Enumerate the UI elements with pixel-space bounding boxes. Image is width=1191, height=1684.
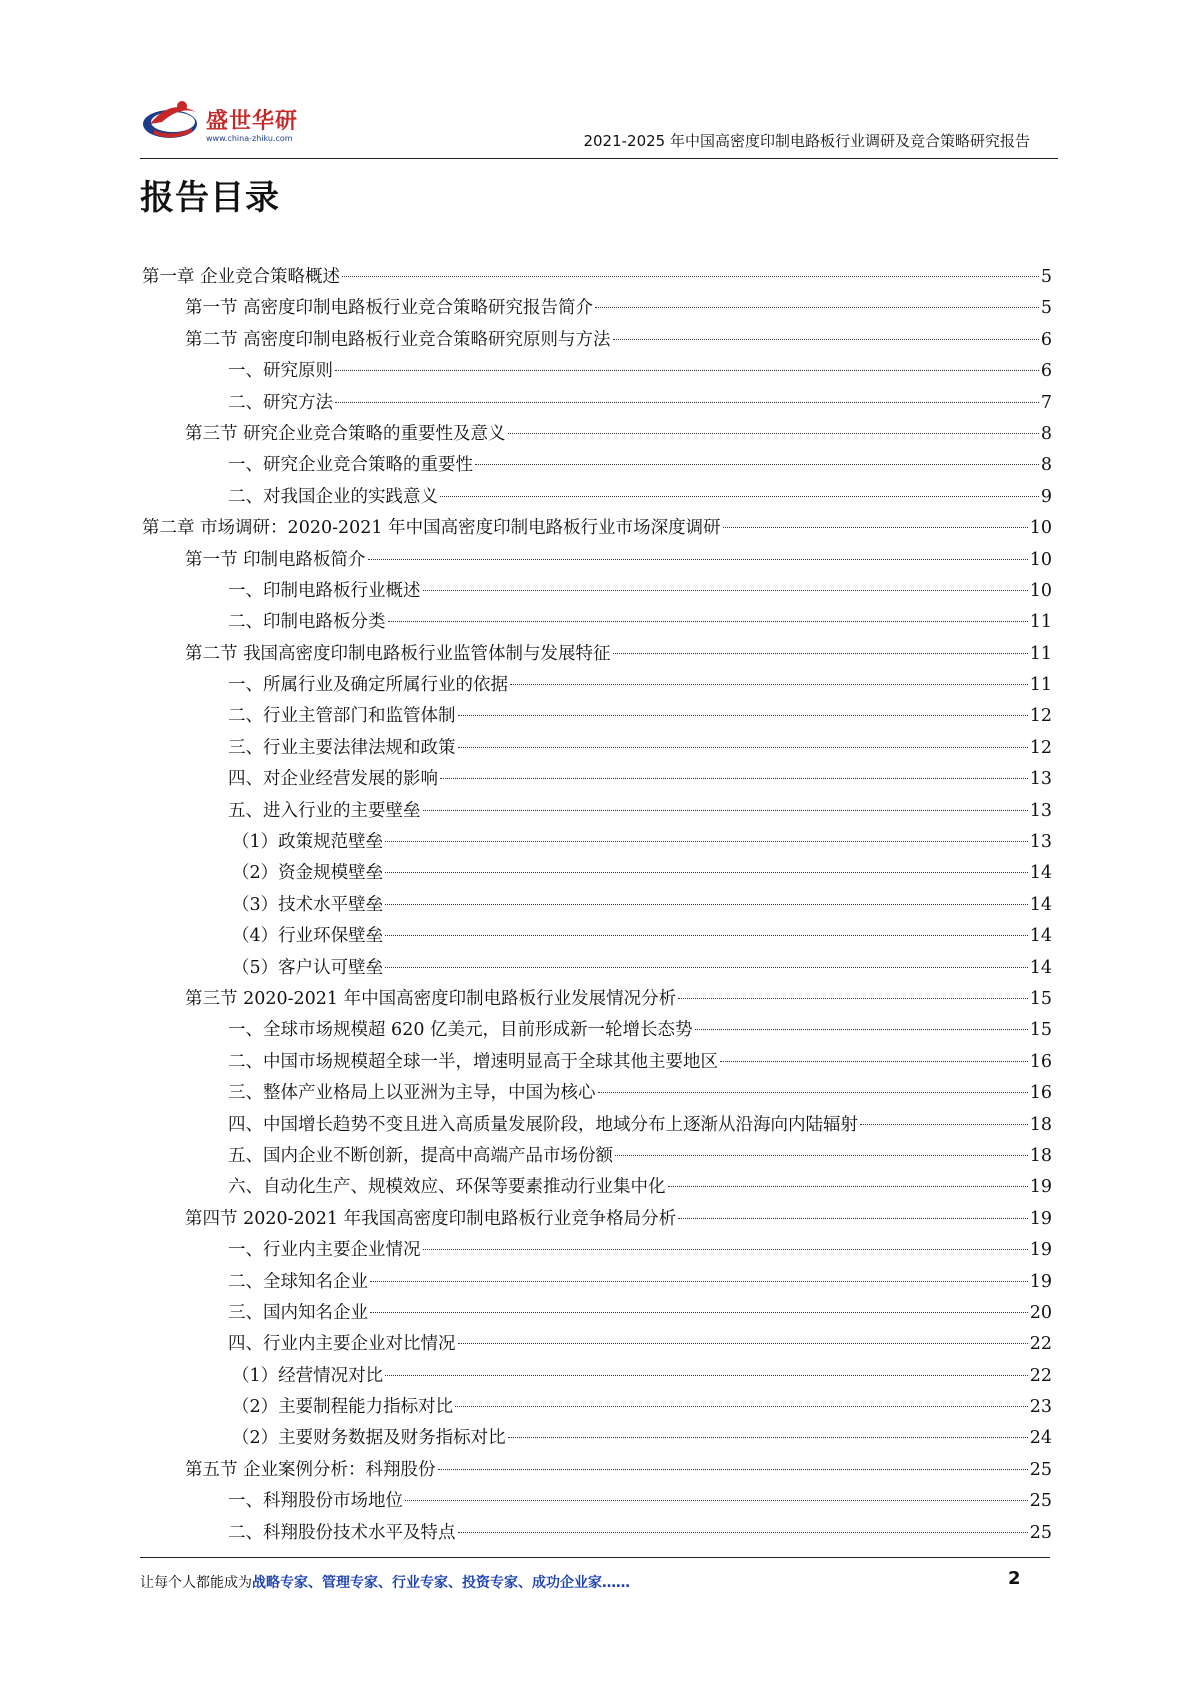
toc-entry-label: 第一节 高密度印制电路板行业竞合策略研究报告简介 [185,298,594,319]
toc-entry[interactable] [142,1361,1052,1392]
toc-leader-dots [370,1312,1028,1313]
toc-entry-page: 20 [1029,1302,1052,1323]
toc-leader-dots [440,496,1039,497]
toc-entry-label: 一、研究企业竞合策略的重要性 [228,455,473,476]
toc-entry[interactable] [142,576,1052,607]
toc-leader-dots [678,998,1028,999]
toc-entry-label: 五、国内企业不断创新，提高中高端产品市场份额 [228,1145,613,1166]
toc-entry-label: 一、印制电路板行业概述 [228,580,421,601]
toc-entry-page: 8 [1040,455,1052,476]
toc-entry[interactable] [142,796,1052,827]
toc-leader-dots [613,339,1039,340]
toc-entry-label: 二、全球知名企业 [228,1271,368,1292]
toc-entry-page: 14 [1029,926,1052,947]
toc-leader-dots [458,715,1028,716]
toc-leader-dots [458,1343,1028,1344]
toc-leader-dots [423,590,1028,591]
toc-entry-page: 19 [1029,1240,1052,1261]
toc-entry[interactable] [142,670,1052,701]
toc-entry-page: 25 [1029,1459,1052,1480]
toc-entry[interactable] [142,325,1052,356]
toc-entry-label: 第三节 研究企业竞合策略的重要性及意义 [185,423,506,444]
table-of-contents [142,262,1052,1549]
toc-entry-page: 14 [1029,894,1052,915]
toc-entry-page: 7 [1040,392,1052,413]
toc-leader-dots [508,433,1039,434]
toc-leader-dots [342,276,1039,277]
toc-entry-label: 六、自动化生产、规模效应、环保等要素推动行业集中化 [228,1177,666,1198]
toc-leader-dots [423,1249,1028,1250]
toc-entry[interactable] [142,482,1052,513]
toc-entry-label: 四、行业内主要企业对比情况 [228,1334,456,1355]
toc-entry-label: （3）技术水平壁垒 [232,894,384,915]
toc-entry[interactable] [142,293,1052,324]
toc-entry-page: 15 [1029,988,1052,1009]
toc-entry-label: 一、全球市场规模超 620 亿美元，目前形成新一轮增长态势 [228,1020,693,1041]
toc-entry-label: 第三节 2020-2021 年中国高密度印制电路板行业发展情况分析 [185,988,677,1009]
toc-leader-dots [423,810,1028,811]
toc-entry-page: 5 [1040,267,1052,287]
toc-entry[interactable] [142,419,1052,450]
toc-entry[interactable] [142,827,1052,858]
toc-entry-label: （4）行业环保壁垒 [232,926,384,947]
toc-entry[interactable] [142,733,1052,764]
toc-entry-page: 11 [1029,675,1052,696]
toc-entry[interactable] [142,953,1052,984]
toc-entry-label: 三、整体产业格局上以亚洲为主导，中国为核心 [228,1083,596,1104]
toc-entry[interactable] [142,1392,1052,1423]
toc-entry[interactable] [142,890,1052,921]
toc-entry[interactable] [142,1518,1052,1549]
toc-entry-label: 二、行业主管部门和监管体制 [228,706,456,727]
toc-leader-dots [613,653,1028,654]
toc-entry-page: 19 [1029,1177,1052,1198]
page-header [140,80,1058,159]
toc-leader-dots [595,307,1039,308]
toc-entry-label: 第二章 市场调研：2020-2021 年中国高密度印制电路板行业市场深度调研 [142,518,721,539]
toc-entry-page: 12 [1029,706,1052,727]
toc-entry-label: （1）经营情况对比 [232,1365,384,1386]
toc-entry[interactable] [142,356,1052,387]
toc-entry-page: 16 [1029,1083,1052,1104]
toc-entry-label: 四、对企业经营发展的影响 [228,769,438,790]
toc-entry-page: 10 [1029,580,1052,601]
toc-entry-page: 25 [1029,1522,1052,1543]
toc-entry[interactable] [142,858,1052,889]
toc-leader-dots [695,1029,1028,1030]
toc-leader-dots [335,402,1039,403]
toc-entry-page: 22 [1029,1334,1052,1355]
toc-leader-dots [458,1532,1028,1533]
toc-entry[interactable] [142,984,1052,1015]
toc-leader-dots [510,684,1028,685]
toc-entry-label: （2）主要财务数据及财务指标对比 [232,1428,506,1449]
toc-entry-page: 23 [1029,1397,1052,1418]
toc-entry-label: 一、所属行业及确定所属行业的依据 [228,675,508,696]
logo-mark-icon [140,84,204,148]
toc-leader-dots [438,1469,1028,1470]
toc-entry[interactable] [142,607,1052,638]
report-title: 2021-2025 年中国高密度印制电路板行业调研及竞合策略研究报告 [583,132,1030,150]
footer-suffix: …… [602,1575,630,1591]
toc-entry-label: 第二节 高密度印制电路板行业竞合策略研究原则与方法 [185,329,611,350]
toc-entry[interactable] [142,921,1052,952]
toc-entry-page: 11 [1029,612,1052,633]
toc-entry[interactable] [142,513,1052,544]
page-number: 2 [1008,1568,1021,1589]
toc-entry[interactable] [142,388,1052,419]
toc-leader-dots [458,747,1028,748]
toc-entry-label: 一、科翔股份市场地位 [228,1491,403,1512]
toc-entry-page: 16 [1029,1051,1052,1072]
toc-entry-page: 13 [1029,832,1052,853]
toc-entry-page: 10 [1029,549,1052,570]
toc-entry-label: 第一章 企业竞合策略概述 [142,267,341,287]
toc-entry-label: 第二节 我国高密度印制电路板行业监管体制与发展特征 [185,643,611,664]
toc-entry-page: 13 [1029,800,1052,821]
toc-leader-dots [723,527,1028,528]
toc-entry[interactable] [142,701,1052,732]
toc-entry-page: 22 [1029,1365,1052,1386]
toc-leader-dots [335,370,1039,371]
toc-entry[interactable] [142,1486,1052,1517]
toc-entry[interactable] [142,1267,1052,1298]
toc-leader-dots [370,1281,1028,1282]
toc-entry-page: 19 [1029,1271,1052,1292]
toc-leader-dots [388,621,1028,622]
toc-entry-page: 15 [1029,1020,1052,1041]
toc-leader-dots [385,935,1028,936]
footer-highlight: 战略专家、管理专家、行业专家、投资专家、成功企业家 [252,1575,602,1591]
footer-divider [140,1557,1050,1558]
toc-entry-page: 18 [1029,1114,1052,1135]
toc-entry-page: 25 [1029,1491,1052,1512]
toc-entry-label: 二、对我国企业的实践意义 [228,486,438,507]
toc-leader-dots [720,1061,1028,1062]
toc-leader-dots [678,1218,1028,1219]
toc-entry[interactable] [142,1423,1052,1454]
toc-entry[interactable] [142,1047,1052,1078]
toc-entry[interactable] [142,764,1052,795]
page-heading: 报告目录 [140,178,280,218]
toc-entry-page: 9 [1040,486,1052,507]
toc-leader-dots [385,872,1028,873]
toc-entry-label: （5）客户认可壁垒 [232,957,384,978]
toc-entry-page: 11 [1029,643,1052,664]
toc-entry-label: 一、研究原则 [228,361,333,382]
toc-entry-label: 二、中国市场规模超全球一半，增速明显高于全球其他主要地区 [228,1051,718,1072]
toc-entry[interactable] [142,639,1052,670]
toc-leader-dots [668,1186,1028,1187]
toc-entry-page: 8 [1040,423,1052,444]
toc-entry-label: （1）政策规范壁垒 [232,832,384,853]
toc-entry-label: （2）主要制程能力指标对比 [232,1397,454,1418]
toc-leader-dots [385,904,1028,905]
toc-leader-dots [385,1375,1028,1376]
footer-prefix: 让每个人都能成为 [140,1575,252,1591]
toc-entry-label: 第一节 印制电路板简介 [185,549,366,570]
toc-entry-page: 14 [1029,863,1052,884]
toc-entry-label: 二、印制电路板分类 [228,612,386,633]
toc-entry-label: 五、进入行业的主要壁垒 [228,800,421,821]
toc-entry-label: 三、国内知名企业 [228,1302,368,1323]
toc-entry-label: 第五节 企业案例分析：科翔股份 [185,1459,436,1480]
footer-slogan [140,1572,630,1592]
toc-leader-dots [860,1124,1028,1125]
toc-entry-label: 二、科翔股份技术水平及特点 [228,1522,456,1543]
toc-leader-dots [440,778,1028,779]
toc-entry-label: 四、中国增长趋势不变且进入高质量发展阶段，地域分布上逐渐从沿海向内陆辐射 [228,1114,858,1135]
toc-entry-page: 24 [1029,1428,1052,1449]
toc-leader-dots [615,1155,1028,1156]
company-logo [140,84,310,154]
toc-leader-dots [385,967,1028,968]
toc-entry[interactable] [142,262,1052,293]
toc-entry[interactable] [142,1235,1052,1266]
toc-entry[interactable] [142,1078,1052,1109]
toc-entry[interactable] [142,1204,1052,1235]
toc-entry-label: 第四节 2020-2021 年我国高密度印制电路板行业竞争格局分析 [185,1208,677,1229]
toc-entry-page: 18 [1029,1145,1052,1166]
toc-entry-page: 6 [1040,361,1052,382]
toc-entry-label: （2）资金规模壁垒 [232,863,384,884]
toc-entry-page: 6 [1040,329,1052,350]
toc-entry[interactable] [142,545,1052,576]
logo-text: 盛世华研 [206,109,299,134]
toc-entry-label: 二、研究方法 [228,392,333,413]
toc-entry-label: 三、行业主要法律法规和政策 [228,737,456,758]
toc-leader-dots [405,1500,1028,1501]
toc-entry[interactable] [142,450,1052,481]
toc-leader-dots [368,559,1028,560]
toc-entry[interactable] [142,1455,1052,1486]
toc-entry[interactable] [142,1298,1052,1329]
toc-entry-label: 一、行业内主要企业情况 [228,1240,421,1261]
toc-entry[interactable] [142,1110,1052,1141]
toc-entry-page: 10 [1029,518,1052,539]
toc-entry[interactable] [142,1329,1052,1360]
toc-entry[interactable] [142,1141,1052,1172]
toc-entry-page: 13 [1029,769,1052,790]
toc-leader-dots [455,1406,1028,1407]
toc-leader-dots [475,464,1039,465]
toc-leader-dots [385,841,1028,842]
toc-entry-page: 14 [1029,957,1052,978]
toc-entry[interactable] [142,1015,1052,1046]
toc-entry-page: 5 [1040,298,1052,319]
toc-entry[interactable] [142,1172,1052,1203]
toc-entry-page: 19 [1029,1208,1052,1229]
toc-entry-page: 12 [1029,737,1052,758]
toc-leader-dots [508,1437,1028,1438]
logo-url: www.china-zhiku.com [206,134,293,143]
toc-leader-dots [598,1092,1028,1093]
